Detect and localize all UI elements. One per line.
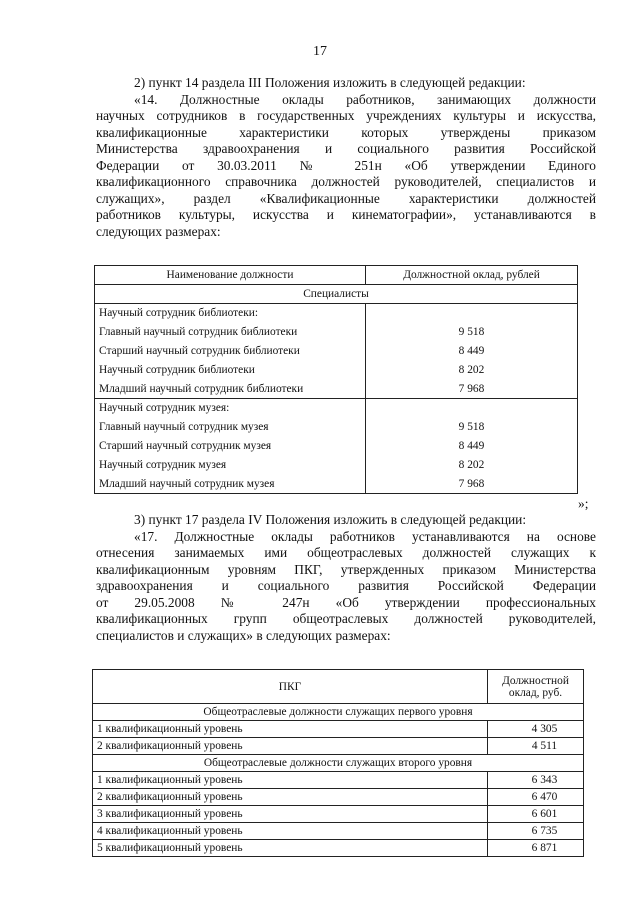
position-name: Старший научный сотрудник библиотеки <box>95 342 366 361</box>
position-name: Главный научный сотрудник библиотеки <box>95 323 366 342</box>
salary-value: 7 968 <box>366 380 578 399</box>
item-14-line-last: следующих размерах: <box>96 223 221 239</box>
item-17-line: «17. Должностные оклады работников устанавливаются на основе <box>134 528 596 544</box>
salary-value: 8 449 <box>366 342 578 361</box>
qualification-level: 4 квалификационный уровень <box>93 823 488 840</box>
position-name: Младший научный сотрудник библиотеки <box>95 380 366 399</box>
paragraph-item-14 <box>96 75 596 240</box>
salary-table-pkg <box>92 669 584 857</box>
salary-value: 6 601 <box>488 806 584 823</box>
page-number: 17 <box>313 44 327 59</box>
closing-quote: »; <box>578 496 589 511</box>
item-14-line: работников культуры, искусства и кинематографии», устанавливаются в <box>96 207 596 222</box>
position-name: Научный сотрудник музея <box>95 456 366 475</box>
position-name: Научный сотрудник библиотеки <box>95 361 366 380</box>
item-14-line: научных сотрудников в государственных учреждениях культуры и искусства, <box>96 108 596 123</box>
item-17-line: квалификационным уровням ПКГ, утвержденных приказом Министерства <box>96 561 596 577</box>
salary-value: 7 968 <box>366 475 578 494</box>
item-14-line: квалификационного справочника должностей руководителей, специалистов и <box>96 174 596 189</box>
qualification-level: 2 квалификационный уровень <box>93 738 488 755</box>
qualification-level: 5 квалификационный уровень <box>93 840 488 857</box>
item-14-line: Министерства здравоохранения и социального развития Российской <box>96 141 596 156</box>
position-name: Главный научный сотрудник музея <box>95 418 366 437</box>
group-title: Научный сотрудник музея: <box>95 399 366 418</box>
salary-value: 4 511 <box>488 738 584 755</box>
group-title: Общеотраслевые должности служащих первого уровня <box>93 704 584 721</box>
section-row: Специалисты <box>95 285 578 304</box>
salary-value: 8 202 <box>366 456 578 475</box>
qualification-level: 1 квалификационный уровень <box>93 721 488 738</box>
group-title: Общеотраслевые должности служащих второго уровня <box>93 755 584 772</box>
salary-value: 6 735 <box>488 823 584 840</box>
salary-value: 9 518 <box>366 323 578 342</box>
column-header-salary: Должностной оклад, руб. <box>488 670 584 704</box>
column-header-salary: Должностной оклад, рублей <box>366 266 578 285</box>
salary-value: 8 202 <box>366 361 578 380</box>
item-14-line: квалификационные характеристики которых утверждены приказом <box>96 124 596 140</box>
item-14-line: Федерации от 30.03.2011 № 251н «Об утверждении Единого <box>96 157 596 173</box>
salary-value: 4 305 <box>488 721 584 738</box>
item-17-line: отнесения занимаемых ими общеотраслевых должностей служащих к <box>96 545 596 560</box>
column-header-position: Наименование должности <box>95 266 366 285</box>
item-17-heading: 3) пункт 17 раздела IV Положения изложить в следующей редакции: <box>134 512 527 527</box>
salary-table-specialists <box>94 265 578 494</box>
item-17-line: от 29.05.2008 № 247н «Об утверждении профессиональных <box>96 594 596 610</box>
salary-value: 6 470 <box>488 789 584 806</box>
group-title: Научный сотрудник библиотеки: <box>95 304 366 323</box>
salary-value: 9 518 <box>366 418 578 437</box>
qualification-level: 3 квалификационный уровень <box>93 806 488 823</box>
item-14-line: служащих», раздел «Квалификационные характеристики должностей <box>96 190 596 206</box>
item-14-line: «14. Должностные оклады работников, занимающих должности <box>134 91 596 107</box>
item-17-line: здравоохранения и социального развития Российской Федерации <box>96 578 596 593</box>
position-name: Старший научный сотрудник музея <box>95 437 366 456</box>
salary-value: 6 871 <box>488 840 584 857</box>
salary-value: 8 449 <box>366 437 578 456</box>
qualification-level: 1 квалификационный уровень <box>93 772 488 789</box>
item-14-heading: 2) пункт 14 раздела III Положения изложить в следующей редакции: <box>134 75 526 90</box>
column-header-pkg: ПКГ <box>93 670 488 704</box>
salary-value: 6 343 <box>488 772 584 789</box>
item-17-line-last: специалистов и служащих» в следующих размерах: <box>96 627 391 643</box>
position-name: Младший научный сотрудник музея <box>95 475 366 494</box>
item-17-line: квалификационных групп общеотраслевых должностей руководителей, <box>96 611 596 626</box>
qualification-level: 2 квалификационный уровень <box>93 789 488 806</box>
paragraph-item-17 <box>96 512 596 644</box>
